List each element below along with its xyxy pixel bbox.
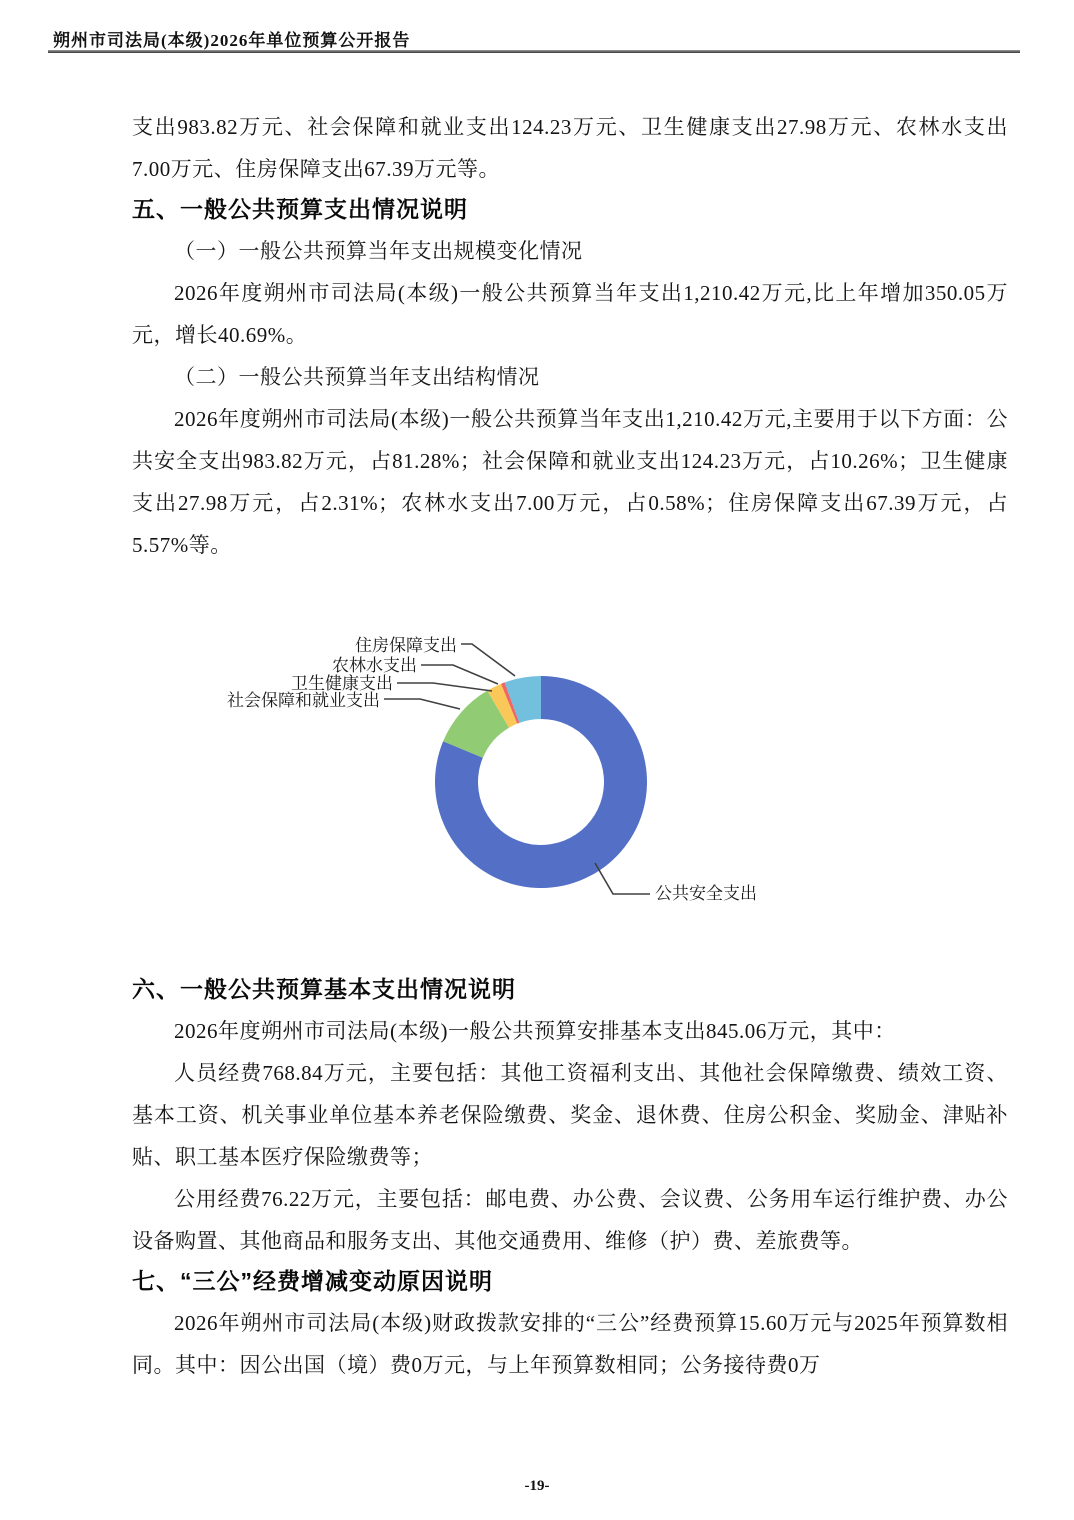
leader-line-agriculture <box>421 665 498 684</box>
pie-label-health: 卫生健康支出 <box>291 674 393 693</box>
section-heading: 五、一般公共预算支出情况说明 <box>132 196 468 222</box>
paragraph: （一）一般公共预算当年支出规模变化情况 <box>174 239 583 263</box>
page-number: -19- <box>524 1478 550 1494</box>
pie-label-social: 社会保障和就业支出 <box>227 691 380 710</box>
leader-line-social <box>384 699 460 709</box>
paragraph: （二）一般公共预算当年支出结构情况 <box>174 365 540 389</box>
header-rule <box>48 50 1020 53</box>
paragraph: 2026年朔州市司法局(本级)财政拨款安排的“三公”经费预算15.60万元与2025年预算数相同。其中：因公出国（境）费0万元，与上年预算数相同；公务接待费0万 <box>132 1311 1008 1377</box>
document-body <box>132 106 1008 1386</box>
document-header-title: 朔州市司法局(本级)2026年单位预算公开报告 <box>53 31 411 50</box>
paragraph: 支出983.82万元、社会保障和就业支出124.23万元、卫生健康支出27.98万元、农林水支出7.00万元、住房保障支出67.39万元等。 <box>132 115 1008 181</box>
pie-label-public-safety: 公共安全支出 <box>655 884 757 903</box>
expenditure-donut-chart <box>132 616 1008 946</box>
paragraph: 人员经费768.84万元，主要包括：其他工资福利支出、其他社会保障缴费、绩效工资、基本工资、机关事业单位基本养老保险缴费、奖金、退休费、住房公积金、奖励金、津贴补贴、职工基本医疗保险缴费等； <box>132 1061 1008 1169</box>
paragraph: 公用经费76.22万元，主要包括：邮电费、办公费、会议费、公务用车运行维护费、办公设备购置、其他商品和服务支出、其他交通费用、维修（护）费、差旅费等。 <box>132 1187 1008 1253</box>
section-heading: 六、一般公共预算基本支出情况说明 <box>132 976 516 1002</box>
paragraph: 2026年度朔州市司法局(本级)一般公共预算当年支出1,210.42万元,比上年增加350.05万元，增长40.69%。 <box>132 281 1008 347</box>
paragraph: 2026年度朔州市司法局(本级)一般公共预算安排基本支出845.06万元，其中： <box>174 1019 896 1043</box>
pie-label-agriculture: 农林水支出 <box>332 656 417 675</box>
paragraph: 2026年度朔州市司法局(本级)一般公共预算当年支出1,210.42万元,主要用于以下方面：公共安全支出983.82万元，占81.28%；社会保障和就业支出124.23万元，占10.26%；卫生健康支出27.98万元，占2.31%；农林水支出7.00万元，占0.58%；住房保障支出67.39万元，占5.57%等。 <box>132 407 1008 557</box>
pie-label-housing: 住房保障支出 <box>355 636 457 655</box>
leader-line-health <box>397 683 492 691</box>
section-heading: 七、“三公”经费增减变动原因说明 <box>132 1268 493 1294</box>
